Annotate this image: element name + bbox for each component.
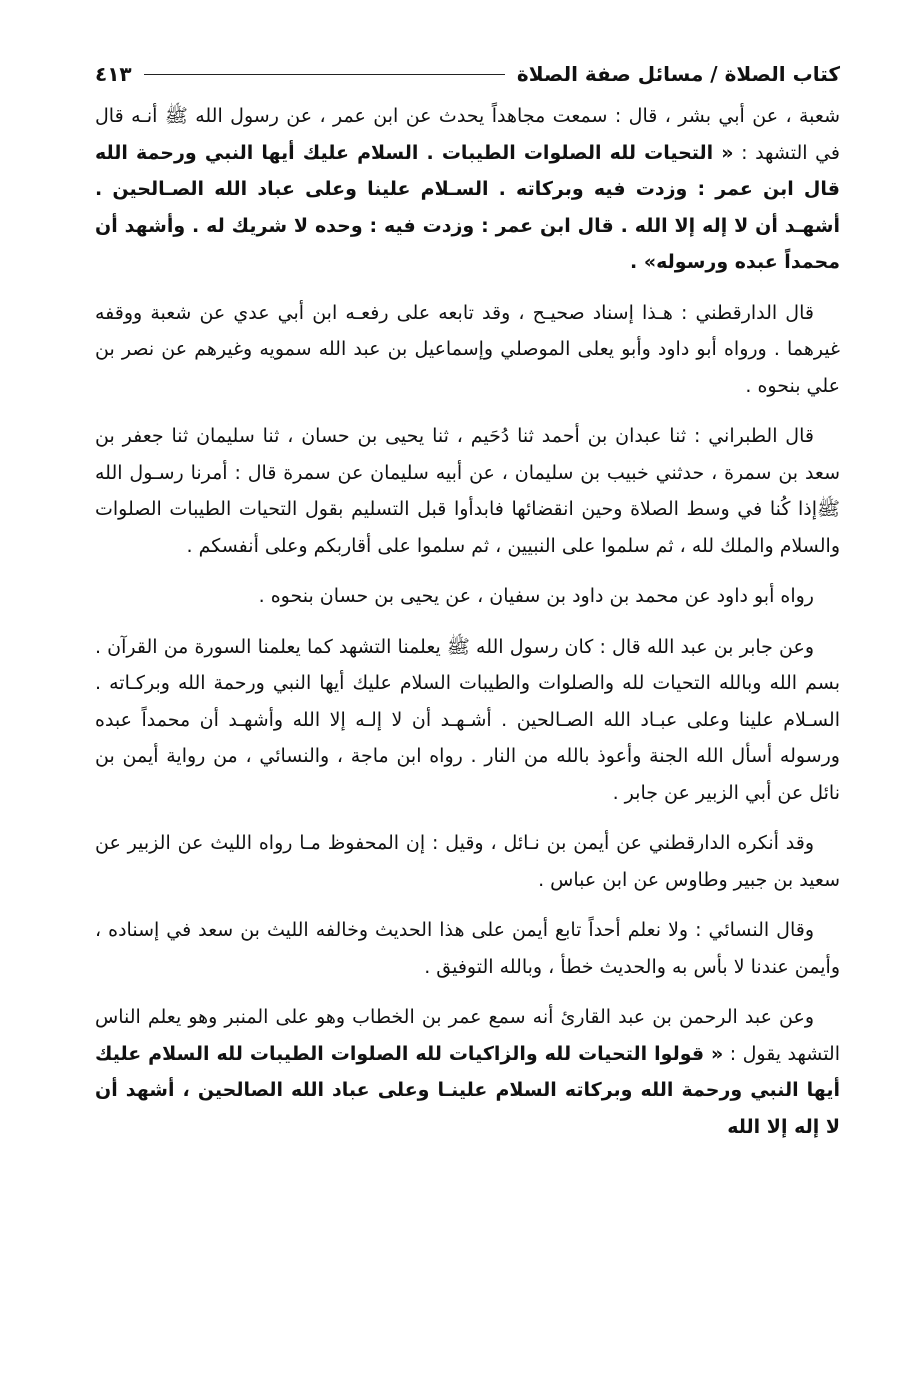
running-header [95,56,840,92]
header-title: كتاب الصلاة / مسائل صفة الصلاة [516,62,840,86]
paragraph-7 [95,912,840,985]
paragraph-1-text: شعبة ، عن أبي بشر ، قال : سمعت مجاهداً يحدث عن ابن عمر ، عن رسول الله ﷺ أنـه قال في التشهد : [95,105,841,164]
paragraph-8-quote: « قولوا التحيات لله والزاكيات لله الصلوات الطيبات لله السلام عليك أيها النبي ورحمة الله وبركاته السلام علينـا وعلى عباد الله الصالحين ، أشهد أن لا إله إلا الله [95,1042,840,1138]
page-number: ٤١٣ [95,62,132,86]
paragraph-1-quote: « التحيات لله الصلوات الطيبات . السلام عليك أيها النبي ورحمة الله قال ابن عمر : وزدت فيه وبركاته . السـلام علينا وعلى عباد الله الصـالحين . أشهـد أن لا إله إلا الله . قال ابن عمر : وزدت فيه : وحده لا شريك له . وأشهد أن محمداً عبده ورسوله» . [95,141,840,273]
page [95,56,840,1159]
paragraph-2-text: قال الدارقطني : هـذا إسناد صحيـح ، وقد تابعه على رفعـه ابن أبي عدي عن شعبة ووقفه غيرهما . ورواه أبو داود وأبو يعلى الموصلي وإسماعيل بن عبد الله سمويه وغيرهم عن نصر بن علي بنحوه . [95,301,840,397]
paragraph-8-text: وعن عبد الرحمن بن عبد القارئ أنه سمع عمر بن الخطاب وهو على المنبر وهو يعلم الناس التشهد يقول : [95,1006,840,1065]
paragraph-8 [95,999,840,1145]
paragraph-6-text: وقد أنكره الدارقطني عن أيمن بن نـائل ، وقيل : إن المحفوظ مـا رواه الليث عن الزبير عن سعيد بن جبير وطاوس عن ابن عباس . [95,832,840,891]
paragraph-3 [95,418,840,564]
paragraph-4-text: رواه أبو داود عن محمد بن داود بن سفيان ، عن يحيى بن حسان بنحوه . [258,585,814,607]
paragraph-6 [95,825,840,898]
paragraph-3-text: قال الطبراني : ثنا عبدان بن أحمد ثنا دُحَيم ، ثنا يحيى بن حسان ، ثنا سليمان ثنا جعفر بن سعد بن سمرة ، حدثني خبيب بن سليمان ، عن أبيه سليمان عن سمرة قال : أمرنا رسـول الله ﷺإذا كُنا في وسط الصلاة وحين انقضائها فابدأوا قبل التسليم بقول التحيات الطيبات الصلوات والسلام والملك لله ، ثم سلموا على النبيين ، ثم سلموا على أقاربكم وعلى أنفسكم . [95,425,840,557]
paragraph-5-text: وعن جابر بن عبد الله قال : كان رسول الله ﷺ يعلمنا التشهد كما يعلمنا السورة من القرآن . بسم الله وبالله التحيات لله والصلوات والطيبات السلام عليك أيها النبي ورحمة الله وبركـاته . السـلام علينا وعلى عبـاد الله الصـالحين . أشـهـد أن لا إلـه إلا الله وأشهـد أن محمداً عبده ورسوله أسأل الله الجنة وأعوذ بالله من النار . رواه ابن ماجة ، والنسائي ، من رواية أيمن بن نائل عن أبي الزبير عن جابر . [95,635,840,804]
paragraph-5 [95,629,840,812]
paragraph-1 [95,98,840,281]
header-rule [144,74,505,75]
paragraph-7-text: وقال النسائي : ولا نعلم أحداً تابع أيمن على هذا الحديث وخالفه الليث بن سعد في إسناده ، وأيمن عندنا لا بأس به والحديث خطأ ، وبالله التوفيق . [95,919,840,978]
paragraph-2 [95,295,840,405]
paragraph-4 [95,578,840,615]
